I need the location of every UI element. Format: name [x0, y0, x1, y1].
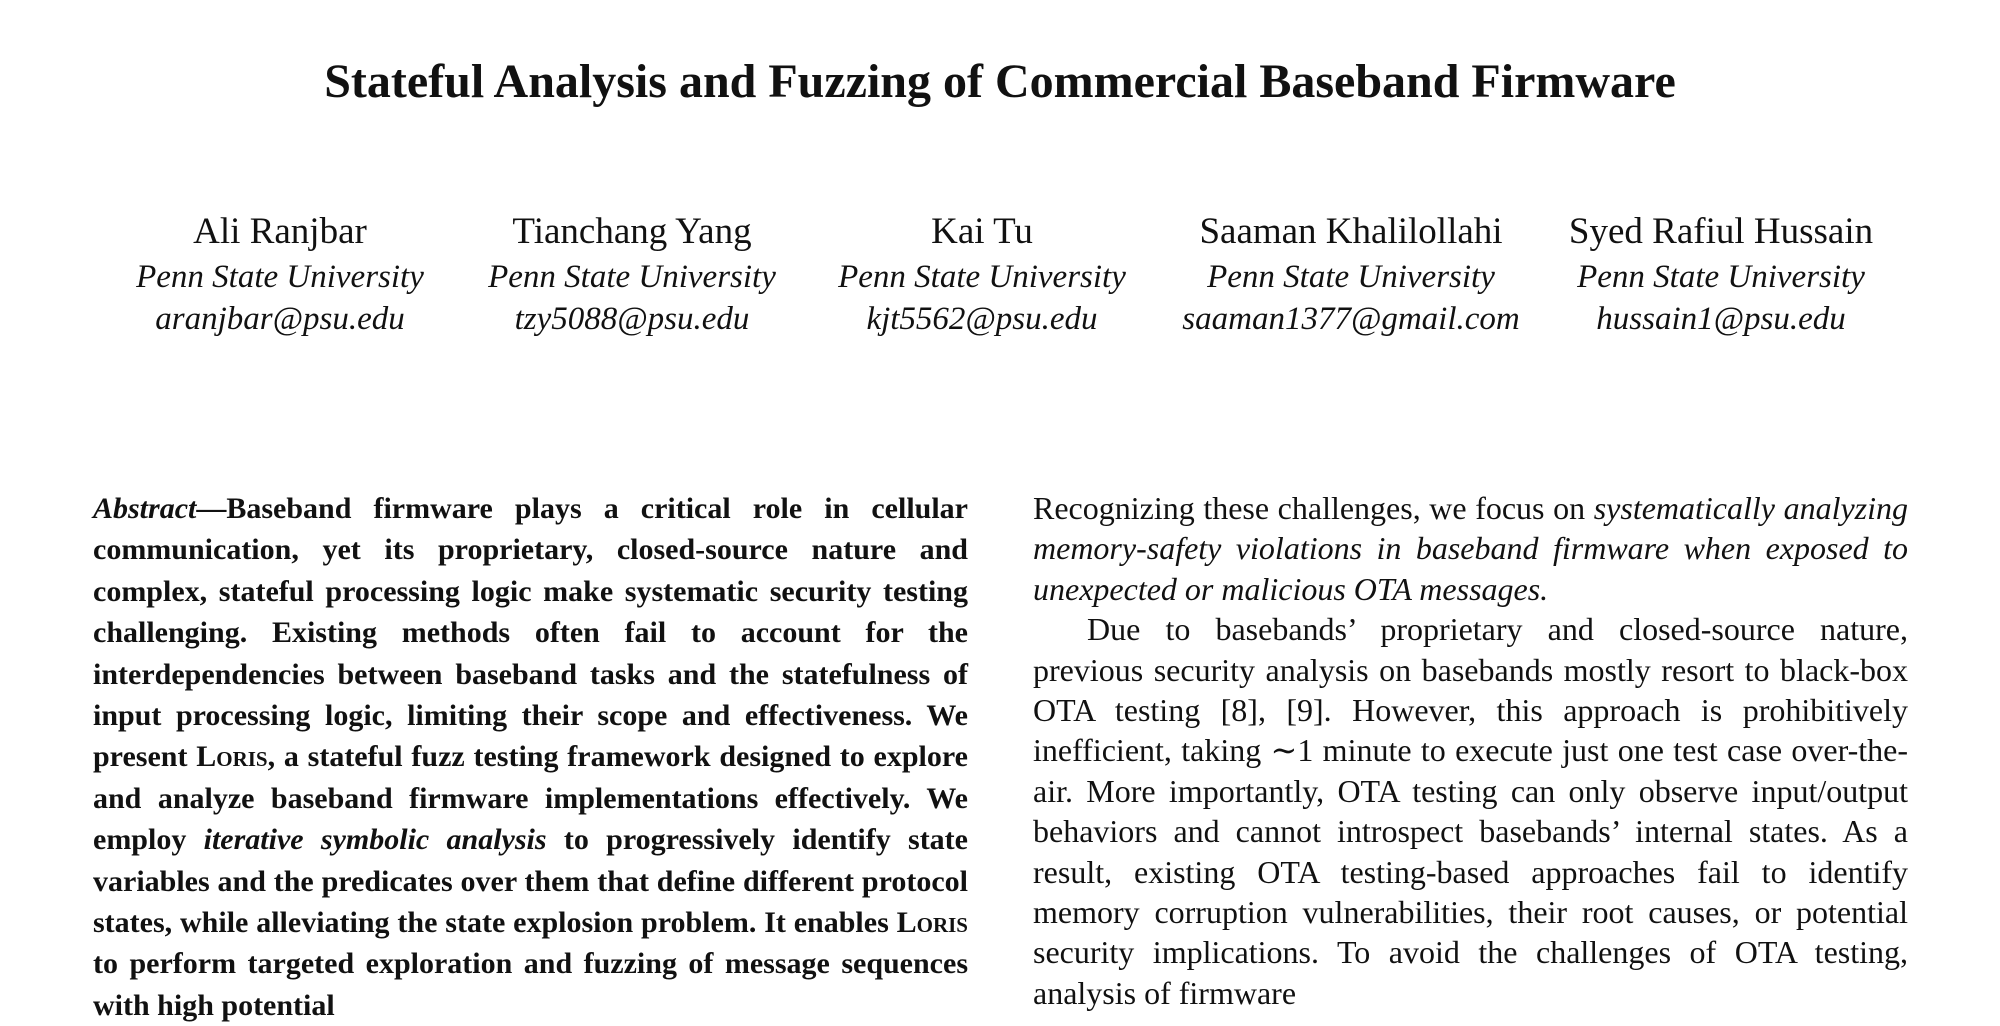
intro-column [1033, 488, 1909, 1011]
paper-title: Stateful Analysis and Fuzzing of Commercial Baseband Firmware [324, 55, 1676, 108]
system-name: Loris [896, 906, 968, 940]
author-affiliation: Penn State University [1577, 259, 1865, 295]
author-5 [1541, 208, 1901, 340]
abstract-paragraph [93, 488, 968, 1026]
abstract-label: Abstract [93, 492, 197, 525]
abstract-text: , a stateful fuzz testing framework designed to explore and analyze baseband firmware implementations effectively. We employ [93, 740, 968, 857]
author-name: Ali Ranjbar [193, 211, 367, 252]
author-name: Kai Tu [931, 211, 1033, 252]
abstract-text: to progressively identify state variables and the predicates over them that define different protocol states, while alleviating the state explosion problem. It enables [93, 823, 968, 940]
intro-text: Recognizing these challenges, we focus on [1033, 490, 1594, 526]
author-email: aranjbar@psu.edu [155, 301, 405, 337]
system-name: Loris [196, 740, 268, 774]
author-email: hussain1@psu.edu [1596, 301, 1846, 337]
author-affiliation: Penn State University [1207, 259, 1495, 295]
abstract-text: to perform targeted exploration and fuzzing of message sequences with high potential [93, 947, 968, 1022]
author-email: saaman1377@gmail.com [1182, 301, 1520, 337]
author-affiliation: Penn State University [838, 259, 1126, 295]
abstract-emphasis: iterative symbolic analysis [203, 823, 547, 857]
abstract-dash: — [196, 492, 227, 525]
intro-emphasis: systematically analyzing memory-safety violations in baseband firmware when exposed to unexpected or malicious OTA messages. [1033, 490, 1909, 607]
author-1 [100, 208, 460, 340]
abstract-text: Baseband firmware plays a critical role in cellular communication, yet its proprietary, closed-source nature and complex, stateful processing logic make systematic security testing challenging. Existing methods often fail to account for the interdependencies between baseband tasks and the statefulness of input processing logic, limiting their scope and effectiveness. We present [93, 492, 968, 774]
author-email: tzy5088@psu.edu [514, 301, 750, 337]
author-affiliation: Penn State University [136, 259, 424, 295]
author-name: Syed Rafiul Hussain [1568, 211, 1874, 252]
author-affiliation: Penn State University [488, 259, 776, 295]
author-email: kjt5562@psu.edu [866, 301, 1098, 337]
intro-paragraph-1 [1033, 488, 1908, 609]
author-name: Tianchang Yang [512, 211, 752, 252]
author-2 [452, 208, 812, 340]
abstract-column [93, 488, 968, 1022]
author-name: Saaman Khalilollahi [1199, 211, 1503, 252]
author-4 [1171, 208, 1531, 340]
author-3 [802, 208, 1162, 340]
intro-paragraph-2: Due to basebands’ proprietary and closed-source nature, previous security analysis on basebands mostly resort to black-box OTA testing [8], [9]. However, this approach is prohibitively inefficient, taking ∼1 minute to execute just one test case over-the-air. More importantly, OTA testing can only observe input/output behaviors and cannot introspect basebands’ internal states. As a result, existing OTA testing-based approaches fail to identify memory corruption vulnerabilities, their root causes, or potential security implications. To avoid the challenges of OTA testing, analysis of firmware [1033, 611, 1908, 1011]
author-block [0, 208, 2000, 348]
